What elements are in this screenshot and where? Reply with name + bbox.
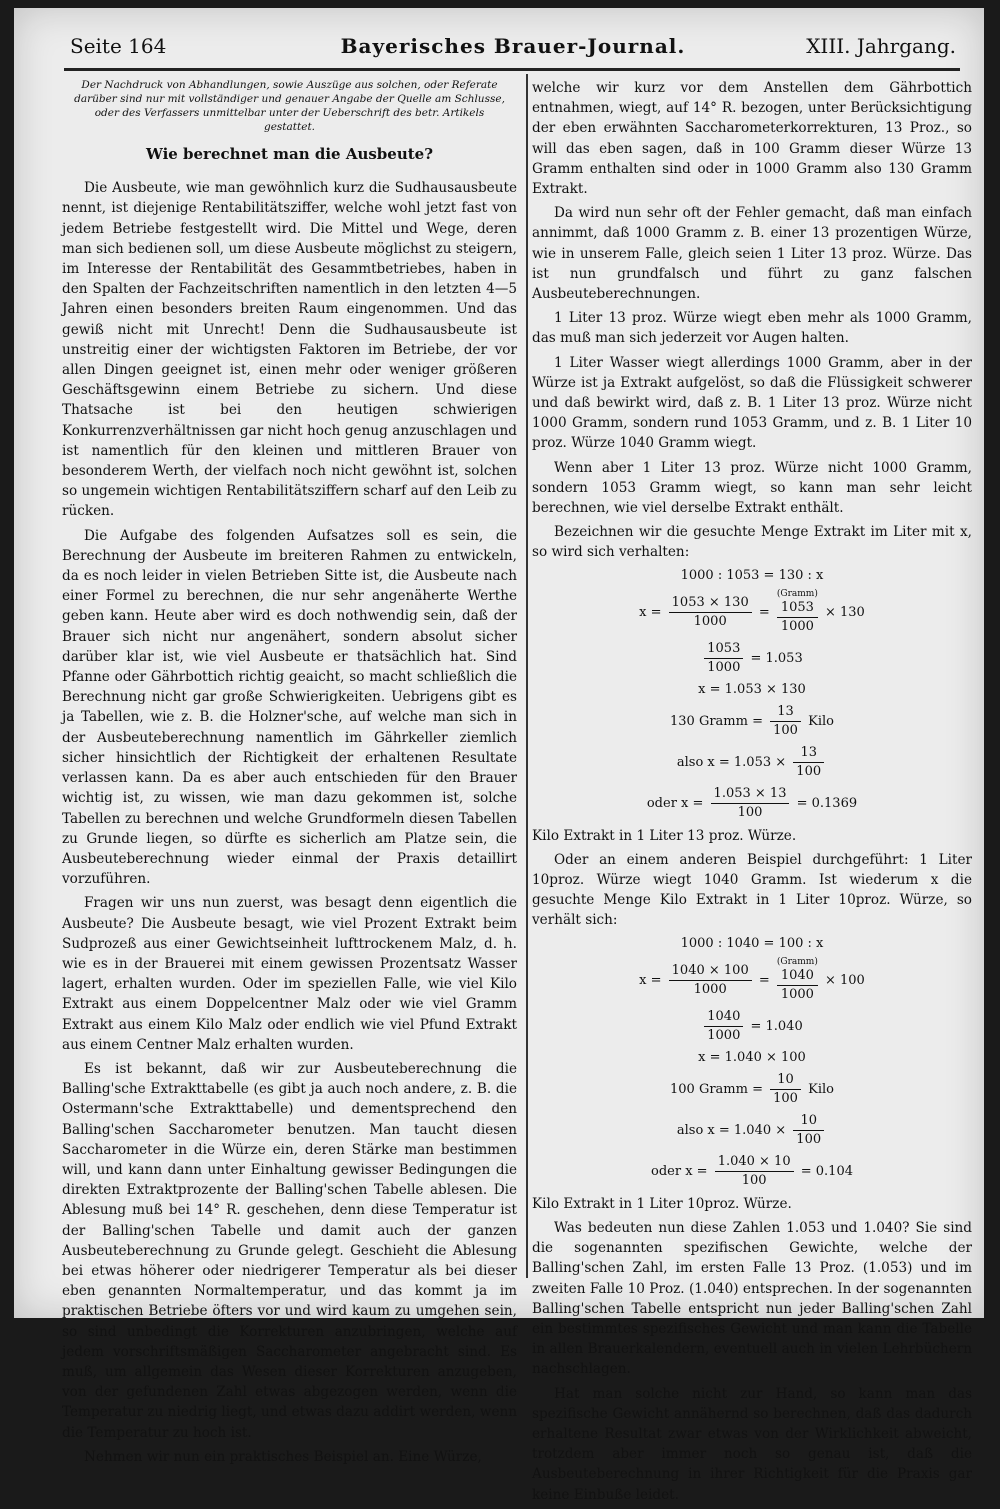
paragraph: Die Ausbeute, wie man gewöhnlich kurz die Sudhausausbeute nennt, ist diejenige Rentabilitätsziffer, welche wohl jetzt fast von jedem Betriebe festgestellt wird. Die Mittel und Wege, deren man sich bedienen soll, um diese Ausbeute möglichst zu steigern, im Interesse der Rentabilität des Gesammtbetriebes, haben in den Spalten der Fachzeitschriften namentlich in den letzten 4—5 Jahren einen besonders breiten Raum eingenommen. Und das gewiß nicht mit Unrecht! Denn die Sudhausausbeute ist unstreitig einer der wichtigsten Faktoren im Betriebe, der vor allen Dingen geeignet ist, einen mehr oder weniger größeren Geschäftsgewinn einem Betriebe zu sichern. Und diese Thatsache ist bei den heutigen schwierigen Konkurrenzverhältnissen gar nicht hoch genug anzuschlagen und ist namentlich für den kleinen und mittleren Brauer von besonderem Werth, der vielfach noch nicht gewöhnt ist, solchen so ungemein wichtigen Rentabilitätsziffern scharf auf den Leib zu rücken. xyxy=(62,180,517,520)
eq-text: = 0.104 xyxy=(800,1163,853,1179)
paragraph: Hat man solche nicht zur Hand, so kann man das spezifische Gewicht annähernd so berechnen, daß das dadurch erhaltene Resultat zwar etwas von der Wirklichkeit abweicht, trotzdem aber immer noch so genau ist, daß die Ausbeuteberechnung in ihrer Richtigkeit für die Praxis gar keine Einbuße leidet. xyxy=(532,1385,972,1503)
paragraph: Es ist bekannt, daß wir zur Ausbeuteberechnung die Balling'sche Extrakttabelle (es gibt ja auch noch andere, z. B. die Ostermann'sche Extrakttabelle) und dementsprechend den Balling'schen Saccharometer benutzen. Man taucht diesen Saccharometer in die Würze ein, deren Stärke man bestimmen will, und kann dann unter Einhaltung gewisser Bedingungen die direkten Extraktprozente der Balling'schen Tabelle ablesen. Die Ablesung muß bei 14° R. geschehen, denn diese Temperatur ist der Balling'schen Tabelle und damit auch der ganzen Ausbeuteberechnung zu Grunde gelegt. Geschieht die Ablesung bei etwas höherer oder niedrigerer Temperatur als bei dieser eben genannten Normaltemperatur, und das kommt ja im praktischen Betriebe öfters vor und wird kaum zu umgehen sein, so sind unbedingt die Korrekturen anzubringen, welche auf jedem vorschriftsmäßigen Saccharometer angebracht sind. Es muß, um allgemein das Wesen dieser Korrekturen anzugeben, von der gefundenen Zahl etwas abgezogen werden, wenn die Temperatur zu niedrig liegt, und etwas dazu addirt werden, wenn die Temperatur zu hoch ist. xyxy=(62,1060,517,1441)
equation-block-2 xyxy=(532,935,972,1190)
equation xyxy=(532,1112,972,1149)
fraction-num: 1040 × 100 xyxy=(669,962,752,981)
journal-title: Bayerisches Brauer-Journal. xyxy=(340,34,686,58)
header-rule xyxy=(64,68,960,71)
fraction-den: 100 xyxy=(773,722,798,738)
equation: x = 1.040 × 100 xyxy=(698,1049,806,1065)
right-column xyxy=(532,78,972,1509)
equation-block-1 xyxy=(532,567,972,822)
eq-text: Kilo xyxy=(808,1081,834,1097)
fraction xyxy=(669,962,752,999)
paragraph: welche wir kurz vor dem Anstellen dem Gährbottich entnahmen, wiegt, auf 14° R. bezogen, unter Berücksichtigung der eben erwähnten Saccharometerkorrekturen, 13 Proz., so will das eben sagen, daß in 100 Gramm dieser Würze 13 Gramm enthalten sind oder in 1000 Gramm also 130 Gramm Extrakt. xyxy=(532,80,972,198)
eq-text: = 1.053 xyxy=(750,650,803,666)
fraction-num: 1.040 × 10 xyxy=(715,1153,794,1172)
eq-text: = 0.1369 xyxy=(796,795,858,811)
page-number: Seite 164 xyxy=(70,34,167,58)
fraction-num: 1053 × 130 xyxy=(669,594,752,613)
eq-text: × 100 xyxy=(824,972,865,988)
fraction-num: 1040 xyxy=(704,1008,743,1027)
paragraph: Kilo Extrakt in 1 Liter 10proz. Würze. xyxy=(532,1195,792,1212)
fraction-den: 100 xyxy=(796,763,822,779)
page-header xyxy=(70,34,956,66)
eq-text: = 1.040 xyxy=(750,1018,803,1034)
equation xyxy=(532,640,972,677)
fraction xyxy=(777,589,818,636)
fraction-den: 100 xyxy=(796,1131,822,1147)
journal-page xyxy=(14,8,984,1503)
fraction-num: 1053 xyxy=(704,640,743,659)
fraction-num: 1040 xyxy=(777,967,818,986)
eq-text: x = xyxy=(639,972,662,988)
fraction-num: 10 xyxy=(793,1112,824,1131)
eq-text: Kilo xyxy=(808,713,834,729)
equation xyxy=(532,785,972,822)
paragraph: Kilo Extrakt in 1 Liter 13 proz. Würze. xyxy=(532,827,797,844)
eq-text: also x = 1.053 × xyxy=(676,754,787,770)
gramm-label: (Gramm) xyxy=(776,588,818,599)
equation-ratio: 1000 : 1053 = 130 : x xyxy=(680,567,824,583)
fraction-den: 1000 xyxy=(780,986,814,1002)
paragraph: 1 Liter 13 proz. Würze wiegt eben mehr als 1000 Gramm, das muß man sich jederzeit vor Augen halten. xyxy=(532,310,972,347)
volume-label: XIII. Jahrgang. xyxy=(806,34,956,58)
reprint-notice: Der Nachdruck von Abhandlungen, sowie Auszüge aus solchen, oder Referate darüber sind nur mit vollständiger und genauer Angabe der Quelle am Schlusse, oder des Verfassers unmittelbar unter der Ueberschrift des betr. Artikels gestattet. xyxy=(74,79,505,133)
equation xyxy=(532,1008,972,1045)
fraction xyxy=(770,1071,801,1108)
equation-ratio: 1000 : 1040 = 100 : x xyxy=(680,935,824,951)
fraction xyxy=(715,1153,794,1190)
left-column xyxy=(62,78,517,1471)
fraction-num: 13 xyxy=(793,744,824,763)
equation xyxy=(532,703,972,740)
fraction xyxy=(793,744,824,781)
fraction-den: 1000 xyxy=(693,613,727,629)
paragraph: Fragen wir uns nun zuerst, was besagt denn eigentlich die Ausbeute? Die Ausbeute besagt, wie viel Prozent Extrakt beim Sudprozeß aus einer Gewichtseinheit lufttrockenem Malz, d. h. wie es in der Brauerei mit einem gewissen Prozentsatz Wasser lagert, erhalten wurden. Oder im speziellen Falle, wie viel Kilo Extrakt aus einem Doppelcentner Malz oder wie viel Gramm Extrakt aus einem Kilo Malz oder endlich wie viel Pfund Extrakt aus einem Centner Malz erhalten wurden. xyxy=(62,895,517,1053)
paragraph: Nehmen wir nun ein praktisches Beispiel an. Eine Würze, xyxy=(84,1448,482,1465)
fraction-den: 1000 xyxy=(707,659,741,675)
fraction-den: 100 xyxy=(737,804,763,820)
equation: x = 1.053 × 130 xyxy=(698,681,806,697)
eq-text: 100 Gramm = xyxy=(670,1081,763,1097)
eq-text: oder x = xyxy=(646,795,704,811)
paragraph: Da wird nun sehr oft der Fehler gemacht, daß man einfach annimmt, daß 1000 Gramm z. B. einer 13 prozentigen Würze, wie in unserem Falle, gleich seien 1 Liter 13 proz. Würze. Das ist nun grundfalsch und führt zu ganz falschen Ausbeuteberechnungen. xyxy=(532,205,972,303)
paragraph: Was bedeuten nun diese Zahlen 1.053 und 1.040? Sie sind die sogenannten spezifischen Gewichte, welche der Balling'schen Zahl, im ersten Falle 13 Proz. (1.053) und im zweiten Falle 10 Proz. (1.040) entsprechen. In der sogenannten Balling'schen Tabelle entspricht nun jeder Balling'schen Zahl ein bestimmtes spezifisches Gewicht und man kann die Tabelle in allen Brauerkalendern, eventuell auch in vielen Lehrbüchern nachschlagen. xyxy=(532,1219,972,1378)
fraction xyxy=(770,703,801,740)
gramm-label: (Gramm) xyxy=(776,956,818,967)
fraction xyxy=(793,1112,824,1149)
eq-text: × 130 xyxy=(824,604,865,620)
fraction-den: 1000 xyxy=(707,1027,741,1043)
fraction xyxy=(777,957,818,1004)
column-divider xyxy=(526,74,528,1278)
equation xyxy=(532,1071,972,1108)
paragraph: Wenn aber 1 Liter 13 proz. Würze nicht 1000 Gramm, sondern 1053 Gramm wiegt, so kann man sehr leicht berechnen, wie viel derselbe Extrakt enthält. xyxy=(532,459,972,517)
fraction-num: 10 xyxy=(770,1071,801,1090)
equation: x = $\frac{1040 \times 100}{1000}$ = (Gramm) 1040 1000 × 100 xyxy=(639,956,865,1002)
paragraph: Bezeichnen wir die gesuchte Menge Extrakt im Liter mit x, so wird sich verhalten: xyxy=(532,524,972,561)
eq-text: x = xyxy=(639,604,662,620)
equation xyxy=(532,1153,972,1190)
paragraph: 1 Liter Wasser wiegt allerdings 1000 Gramm, aber in der Würze ist ja Extrakt aufgelöst, so daß die Flüssigkeit schwerer und daß bewirkt wird, daß z. B. 1 Liter 13 proz. Würze nicht 1000 Gramm, sondern rund 1053 Gramm, und z. B. 1 Liter 10 proz. Würze 1040 Gramm wiegt. xyxy=(532,354,972,452)
equation xyxy=(532,744,972,781)
fraction-den: 1000 xyxy=(780,618,814,634)
fraction xyxy=(711,785,790,822)
fraction xyxy=(704,1008,743,1045)
eq-text: oder x = xyxy=(651,1163,708,1179)
paragraph: Oder an einem anderen Beispiel durchgeführt: 1 Liter 10proz. Würze wiegt 1040 Gramm. Ist wiederum x die gesuchte Menge Kilo Extrakt in 1 Liter 10proz. Würze, so verhält sich: xyxy=(532,851,972,929)
article-title: Wie berechnet man die Ausbeute? xyxy=(145,145,434,163)
eq-text: 130 Gramm = xyxy=(670,713,763,729)
equation: x = $\frac{1053 \times 130}{1000}$ = (Gramm) 1053 1000 × 130 xyxy=(639,588,865,634)
paragraph: Die Aufgabe des folgenden Aufsatzes soll es sein, die Berechnung der Ausbeute im breiteren Rahmen zu entwickeln, da es noch leider in vielen Betrieben Sitte ist, die Ausbeute nach einer Formel zu berechnen, die nur sehr angenäherte Werthe geben kann. Heute aber wird es doch nothwendig sein, daß der Brauer sich nicht nur angenähert, sondern absolut sicher darüber klar ist, wie viel Ausbeute er thatsächlich hat. Sind Pfanne oder Gährbottich richtig geaicht, so macht schließlich die Berechnung nicht gar große Schwierigkeiten. Uebrigens gibt es ja Tabellen, wie z. B. die Holzner'sche, auf welche man sich in der Ausbeuteberechnung namentlich im Gährkeller ziemlich sicher hinsichtlich der Richtigkeit der erhaltenen Resultate verlassen kann. Da es aber auch entschieden für den Brauer wichtig ist, zu wissen, wie man dazu gekommen ist, solche Tabellen zu berechnen und welche Grundformeln diesen Tabellen zu Grunde liegen, so dürfte es sicherlich am Platze sein, die Ausbeuteberechnung wieder einmal der Praxis detaillirt vorzuführen. xyxy=(62,527,517,888)
fraction-num: 1.053 × 13 xyxy=(711,785,790,804)
fraction-den: 100 xyxy=(741,1172,767,1188)
fraction-num: 1053 xyxy=(777,599,818,618)
fraction-den: 100 xyxy=(773,1090,798,1106)
fraction xyxy=(704,640,743,677)
fraction-num: 13 xyxy=(770,703,801,722)
eq-text: also x = 1.040 × xyxy=(676,1122,787,1138)
fraction xyxy=(669,594,752,631)
fraction-den: 1000 xyxy=(693,981,727,997)
